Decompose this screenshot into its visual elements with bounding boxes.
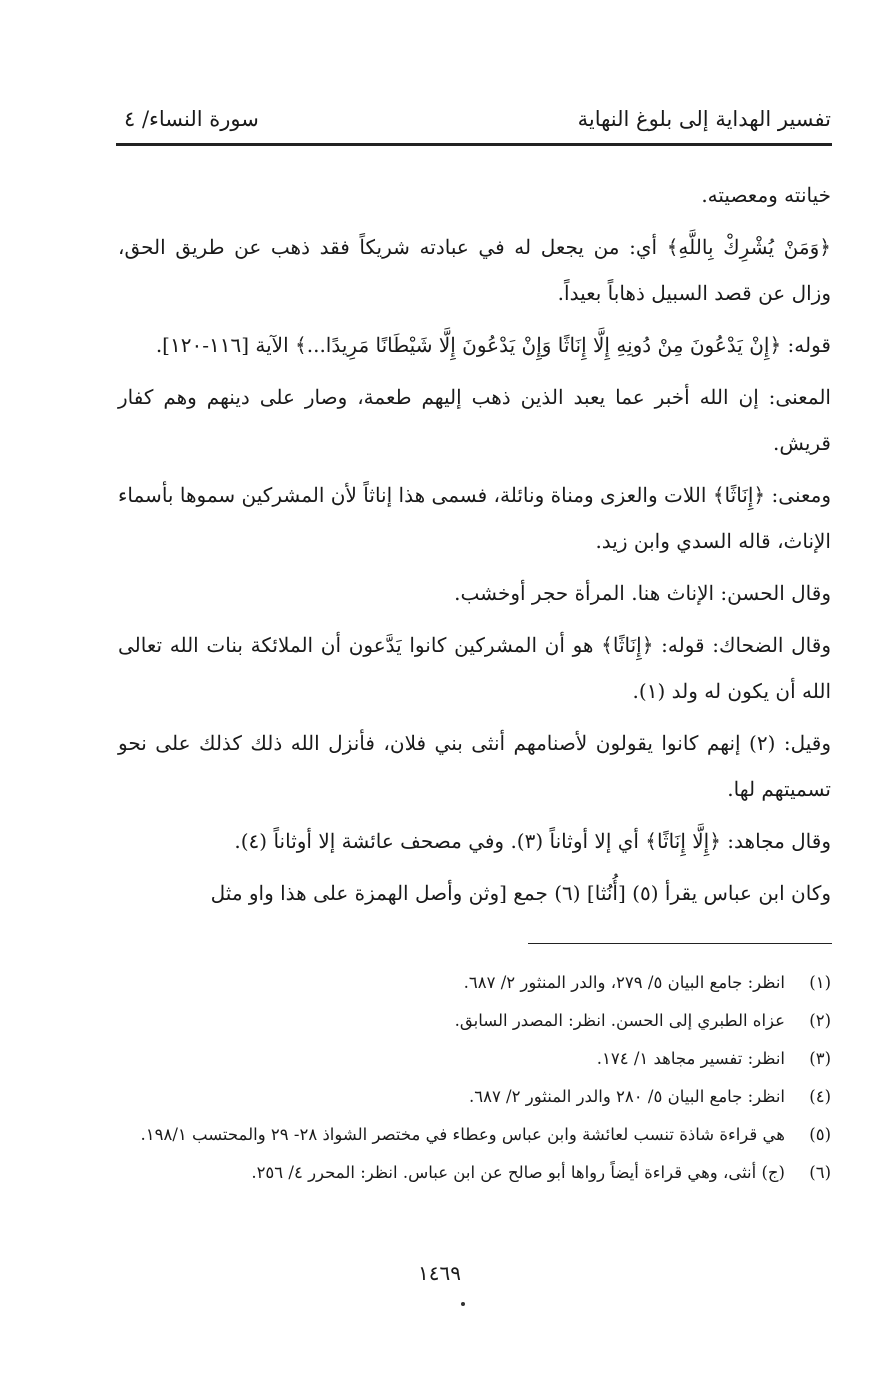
footnotes — [118, 964, 831, 1192]
footnote — [118, 1040, 831, 1078]
paragraph: قوله: ﴿إِنْ يَدْعُونَ مِنْ دُونِهِ إِلَّا إِنَاثًا وَإِنْ يَدْعُونَ إِلَّا شَيْطَانًا مَرِيدًا...﴾ الآية [١١٦-١٢٠]. — [155, 333, 831, 357]
footnote-number: (٤) — [809, 1087, 831, 1106]
footnote-number: (٣) — [809, 1049, 831, 1068]
footnote — [118, 1002, 831, 1040]
paragraph: خيانته ومعصيته. — [701, 183, 831, 207]
running-header — [118, 104, 831, 138]
footnote — [118, 1078, 831, 1116]
paragraph: وقال الحسن: الإناث هنا. المرأة حجر أوخشب. — [454, 581, 831, 605]
footnote-text: عزاه الطبري إلى الحسن. انظر: المصدر السابق. — [454, 1011, 785, 1030]
paragraph: وقيل: (٢) إنهم كانوا يقولون لأصنامهم أنثى بني فلان، فأنزل الله ذلك كذلك على نحو تسميتهم لها. — [118, 731, 831, 801]
paragraph: ﴿وَمَنْ يُشْرِكْ بِاللَّهِ﴾ أي: من يجعل له في عبادته شريكاً فقد ذهب عن طريق الحق، وزال عن قصد السبيل ذهاباً بعيداً. — [118, 235, 832, 305]
paragraph: وكان ابن عباس يقرأ (٥) [أُنُثا] (٦) جمع [وثن وأصل الهمزة على هذا واو مثل — [210, 881, 831, 905]
header-rule — [116, 143, 832, 146]
footnote — [118, 1116, 831, 1154]
footnote-text: انظر: تفسير مجاهد ١/ ١٧٤. — [596, 1049, 785, 1068]
footnote-text: انظر: جامع البيان ٥/ ٢٧٩، والدر المنثور ٢/ ٦٨٧. — [463, 973, 785, 992]
surah-label: سورة النساء/ ٤ — [124, 107, 259, 131]
footnote — [118, 964, 831, 1002]
footnote-number: (٦) — [809, 1163, 831, 1182]
page-number: ١٤٦٩ — [418, 1261, 461, 1285]
footnote-text: هي قراءة شاذة تنسب لعائشة وابن عباس وعطاء في مختصر الشواذ ٢٨- ٢٩ والمحتسب ١٩٨/١. — [140, 1125, 785, 1144]
main-text — [118, 172, 831, 922]
paragraph: وقال الضحاك: قوله: ﴿إِنَاثًا﴾ هو أن المشركين كانوا يَدَّعون أن الملائكة بنات الله تعالى الله أن يكون له ولد (١). — [118, 633, 831, 703]
footnote-number: (٢) — [809, 1011, 831, 1030]
book-title: تفسير الهداية إلى بلوغ النهاية — [577, 107, 831, 131]
footnote-text: (ج) أنثى، وهي قراءة أيضاً رواها أبو صالح عن ابن عباس. انظر: المحرر ٤/ ٢٥٦. — [251, 1163, 785, 1182]
paragraph: المعنى: إن الله أخبر عما يعبد الذين ذهب إليهم طعمة، وصار على دينهم وهم كفار قريش. — [118, 385, 831, 455]
footnote-number: (١) — [809, 973, 831, 992]
footnote — [118, 1154, 831, 1192]
paragraph: ومعنى: ﴿إِنَاثًا﴾ اللات والعزى ومناة ونائلة، فسمى هذا إناثاً لأن المشركين سموها بأسماء الإناث، قاله السدي وابن زيد. — [118, 483, 831, 553]
page-mark — [461, 1302, 465, 1306]
footnote-number: (٥) — [809, 1125, 831, 1144]
footnote-separator — [528, 943, 832, 944]
paragraph: وقال مجاهد: ﴿إِلَّا إِنَاثًا﴾ أي إلا أوثاناً (٣). وفي مصحف عائشة إلا أوثاناً (٤). — [234, 829, 831, 853]
footnote-text: انظر: جامع البيان ٥/ ٢٨٠ والدر المنثور ٢/ ٦٨٧. — [468, 1087, 785, 1106]
